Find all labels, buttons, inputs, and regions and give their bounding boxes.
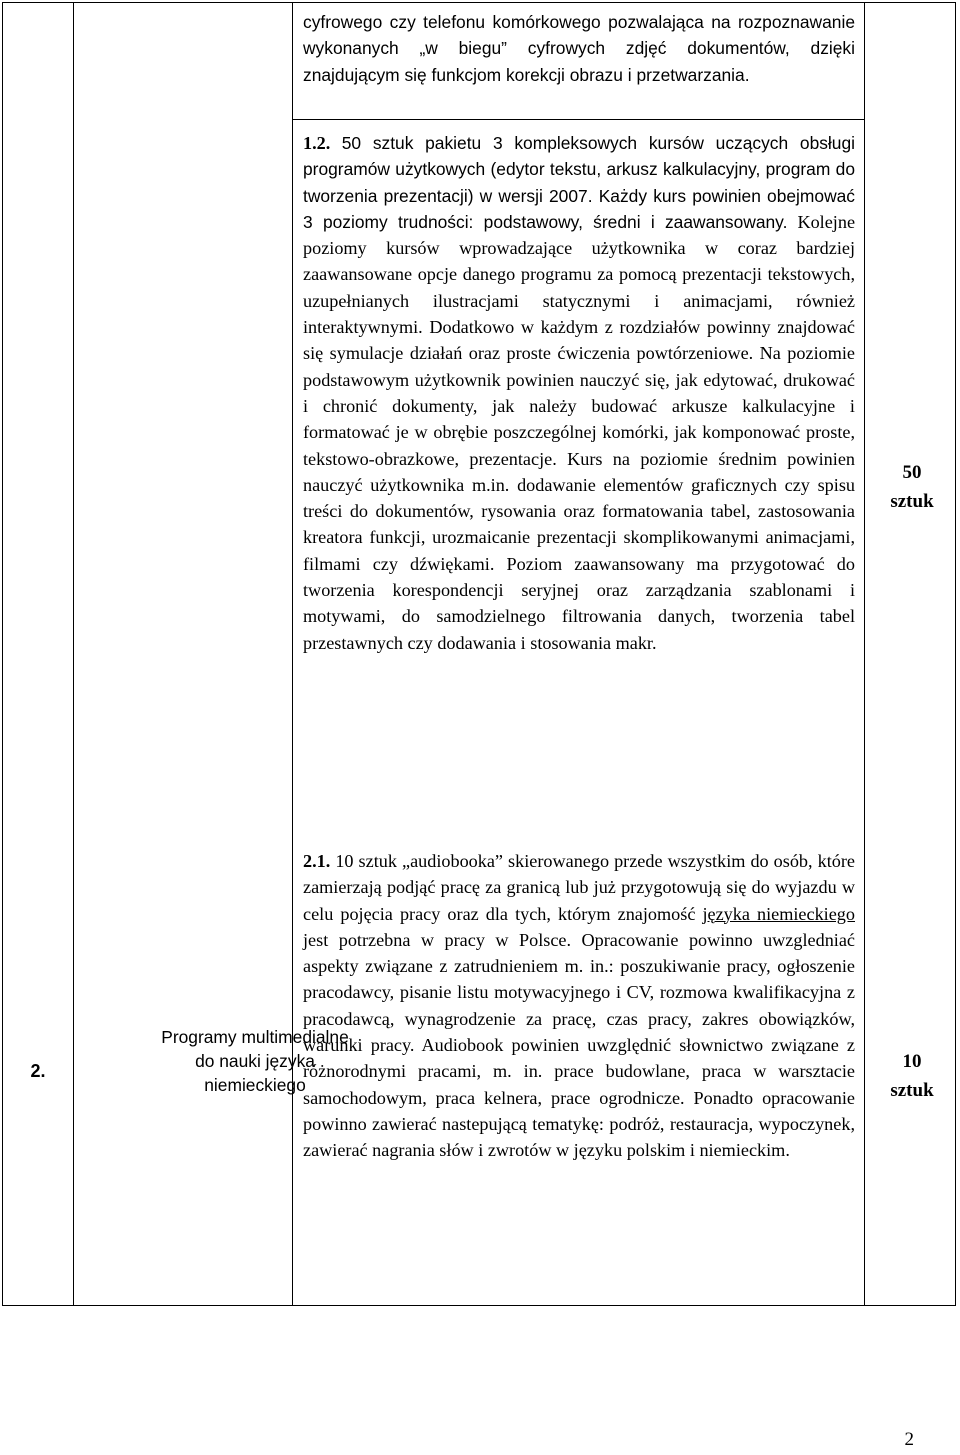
item-1-2-intro: 50 sztuk pakietu 3 kompleksowych kursów uczących obsługi programów użytkowych (edytor tekstu, arkusz kalkulacyjny, program do tworzenia prezentacji) w wersji 2007. Każdy kurs powinien obejmować 3 poziomy trudności: podstawowy, średni i zaawansowany. [303, 133, 856, 232]
quantity-2-unit: sztuk [890, 1080, 934, 1101]
quantity-1-unit: sztuk [890, 491, 934, 512]
item-2-1-intro: 10 sztuk „audiobooka” skierowanego przede wszystkim do osób, które zamierzają podjąć pracę za granicą lub już przygotowują się do wyjazdu w celu pojęcia pracy oraz dla tych, którym znajomość [303, 851, 855, 924]
column-quantity [865, 3, 955, 1305]
description-paragraph-3 [303, 848, 855, 1164]
description-paragraph-1: cyfrowego czy telefonu komórkowego pozwalająca na rozpoznawanie wykonanych „w biegu” cyfrowych zdjęć dokumentów, dzięki znajdującym się funkcjom korekcji obrazu i przetwarzania. [303, 12, 855, 85]
quantity-2 [865, 1047, 959, 1105]
specification-table [2, 2, 956, 1306]
row-number: 2. [30, 1061, 46, 1081]
page-number: 2 [904, 1429, 914, 1450]
item-number-2-1: 2.1. [303, 851, 331, 871]
quantity-1 [865, 458, 959, 516]
description-paragraph-2 [303, 130, 855, 656]
item-number-1-2: 1.2. [303, 133, 331, 153]
quantity-2-value: 10 [902, 1051, 922, 1072]
quantity-1-value: 50 [902, 462, 922, 483]
language-link[interactable]: języka niemieckiego [702, 903, 855, 924]
item-1-2-body: Kolejne poziomy kursów wprowadzające użytkownika w coraz bardziej zaawansowane opcje danego programu za pomocą prezentacji tekstowych, uzupełnianych ilustracjami statycznymi i animacjami, również interaktywnymi. Dodatkowo w każdym z rozdziałów powinny znajdować się symulacje działań oraz proste ćwiczenia powtórzeniowe. Na poziomie podstawowym użytkownik powinien nauczyć się, jak edytować, drukować i chronić dokumenty, jak należy budować arkusze kalkulacyjne i formatować je w obrębie poszczególnej komórki, jak komponować proste, tekstowo-obrazkowe, prezentacje. Kurs na poziomie średnim powinien nauczyć użytkownika m.in. dodawanie elementów graficznych czy spisu treści do dokumentów, rysowania oraz formatowania tabel, zastosowania kreatora funkcji, urozmaicanie prezentacji skomplikowanymi animacjami, filmami czy dźwiękami. Poziom zaawansowany ma przygotować do tworzenia korespondencji seryjnej oraz zarządzania szablonami i motywami, do samodzielnego filtrowania danych, tworzenia tabel przestawnych czy dodawania i stosowania makr. [303, 211, 856, 653]
column-number [3, 3, 74, 1305]
item-2-1-body: jest potrzebna w pracy w Polsce. Opracowanie powinno uwzgledniać aspekty związane z zatrudnieniem m. in.: poszukiwanie pracy, ogłoszenie pracodawcy, pisanie listu motywacyjnego i CV, rozmowa kwalifikacyjna z pracodawcą, wynagrodzenie za pracę, czas pracy, zakres obowiązków, warunki pracy. Audiobook powinien uwzględnić słownictwo związane z różnorodnymi pracami, m. in. prace budowlane, praca w warsztacie samochodowym, praca kelnera, prace ogrodnicze. Ponadto opracowanie powinno zawierać nastepującą tematykę: podróż, restauracja, wypoczynek, zawierać nagrania słów i zwrotów w języku polskim i niemieckim. [303, 929, 855, 1161]
category-name: Programy multimedialne do nauki języka niemieckiego [161, 1027, 349, 1095]
row-divider [293, 119, 865, 120]
